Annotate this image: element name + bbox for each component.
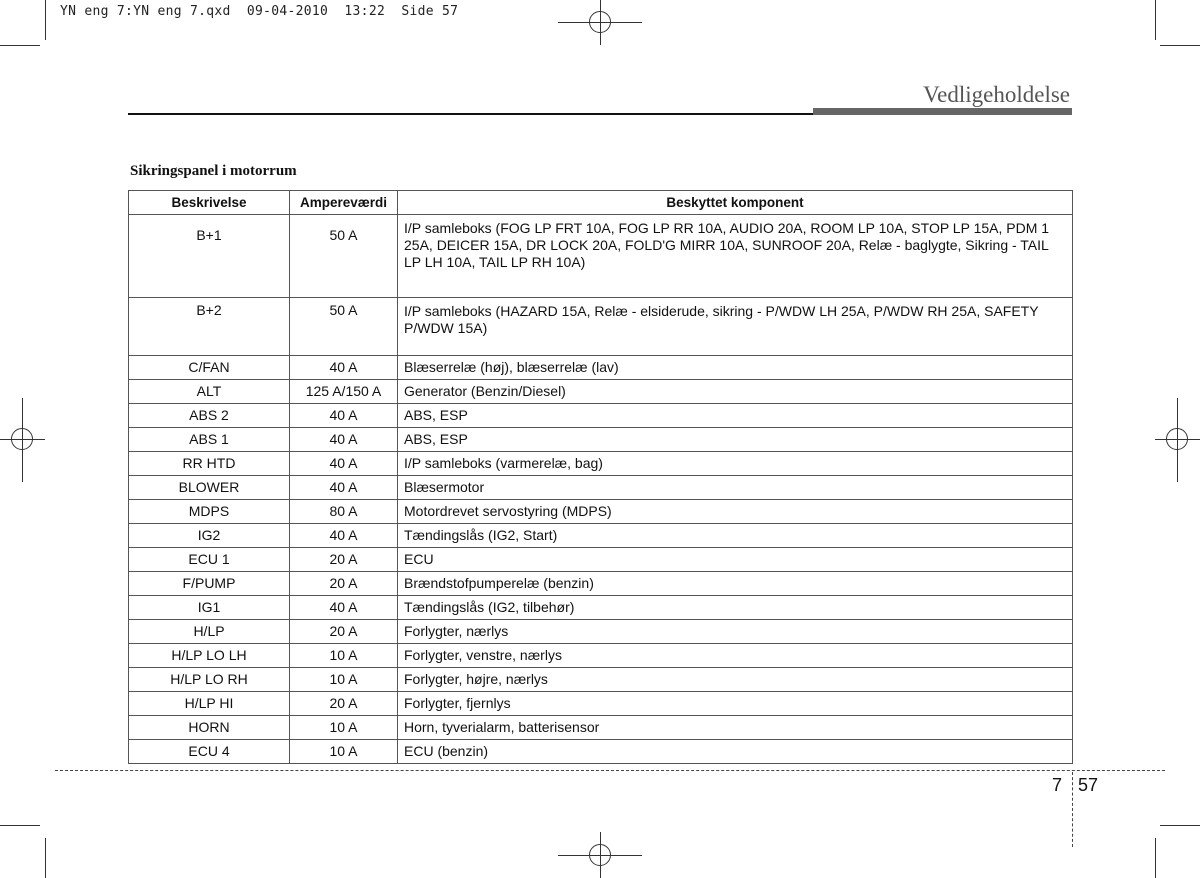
table-row	[129, 428, 1073, 452]
fuse-description-cell: B+1	[129, 215, 290, 298]
protected-component-cell: Motordrevet servostyring (MDPS)	[398, 500, 1073, 524]
table-row	[129, 572, 1073, 596]
table-row	[129, 356, 1073, 380]
protected-component-cell: Brændstofpumperelæ (benzin)	[398, 572, 1073, 596]
footer-dashed-divider	[1072, 772, 1073, 847]
protected-component-cell: ABS, ESP	[398, 404, 1073, 428]
crop-mark	[1160, 45, 1200, 46]
fuse-table	[128, 190, 1073, 764]
fuse-description-cell: C/FAN	[129, 356, 290, 380]
table-row	[129, 548, 1073, 572]
protected-component-cell: Forlygter, venstre, nærlys	[398, 644, 1073, 668]
crop-mark	[1155, 838, 1156, 878]
table-row	[129, 476, 1073, 500]
column-header: Beskyttet komponent	[398, 191, 1073, 215]
table-row	[129, 620, 1073, 644]
table-header-row	[129, 191, 1073, 215]
table-row	[129, 452, 1073, 476]
crop-mark	[45, 0, 46, 40]
crop-mark	[1155, 0, 1156, 40]
protected-component-cell: Generator (Benzin/Diesel)	[398, 380, 1073, 404]
fuse-ampere-cell: 40 A	[290, 524, 398, 548]
fuse-ampere-cell: 10 A	[290, 644, 398, 668]
fuse-ampere-cell: 20 A	[290, 572, 398, 596]
table-row	[129, 644, 1073, 668]
table-row	[129, 740, 1073, 764]
fuse-description-cell: HORN	[129, 716, 290, 740]
fuse-description-cell: ABS 1	[129, 428, 290, 452]
fuse-ampere-cell: 40 A	[290, 404, 398, 428]
protected-component-cell: I/P samleboks (HAZARD 15A, Relæ - elsiderude, sikring - P/WDW LH 25A, P/WDW RH 25A, SAFETY P/WDW 15A)	[398, 298, 1073, 356]
fuse-description-cell: MDPS	[129, 500, 290, 524]
protected-component-cell: I/P samleboks (varmerelæ, bag)	[398, 452, 1073, 476]
fuse-ampere-cell: 40 A	[290, 476, 398, 500]
fuse-ampere-cell: 20 A	[290, 692, 398, 716]
fuse-description-cell: H/LP	[129, 620, 290, 644]
header-rule-accent	[813, 108, 1072, 115]
fuse-ampere-cell: 20 A	[290, 620, 398, 644]
protected-component-cell: Forlygter, højre, nærlys	[398, 668, 1073, 692]
table-row	[129, 298, 1073, 356]
fuse-description-cell: ABS 2	[129, 404, 290, 428]
fuse-description-cell: IG2	[129, 524, 290, 548]
header-rule	[128, 113, 813, 115]
fuse-description-cell: BLOWER	[129, 476, 290, 500]
fuse-description-cell: ECU 4	[129, 740, 290, 764]
fuse-ampere-cell: 50 A	[290, 298, 398, 356]
fuse-description-cell: IG1	[129, 596, 290, 620]
fuse-description-cell: H/LP HI	[129, 692, 290, 716]
fuse-ampere-cell: 40 A	[290, 452, 398, 476]
footer-dashed-rule	[55, 770, 1165, 771]
fuse-ampere-cell: 40 A	[290, 428, 398, 452]
section-title: Vedligeholdelse	[923, 82, 1070, 107]
fuse-description-cell: F/PUMP	[129, 572, 290, 596]
page-number: 57	[1078, 775, 1099, 795]
fuse-ampere-cell: 20 A	[290, 548, 398, 572]
protected-component-cell: Tændingslås (IG2, tilbehør)	[398, 596, 1073, 620]
protected-component-cell: Horn, tyverialarm, batterisensor	[398, 716, 1073, 740]
table-row	[129, 716, 1073, 740]
table-row	[129, 380, 1073, 404]
protected-component-cell: I/P samleboks (FOG LP FRT 10A, FOG LP RR 10A, AUDIO 20A, ROOM LP 10A, STOP LP 15A, PDM 1 25A, DEICER 15A, DR LOCK 20A, FOLD'G MIRR 10A, SUNROOF 20A, Relæ - baglygte, Sikring - TAIL LP LH 10A, TAIL LP RH 10A)	[398, 215, 1073, 298]
fuse-description-cell: RR HTD	[129, 452, 290, 476]
fuse-ampere-cell: 10 A	[290, 668, 398, 692]
fuse-ampere-cell: 10 A	[290, 716, 398, 740]
fuse-description-cell: B+2	[129, 298, 290, 356]
table-row	[129, 524, 1073, 548]
table-row	[129, 668, 1073, 692]
fuse-description-cell: ALT	[129, 380, 290, 404]
protected-component-cell: Forlygter, fjernlys	[398, 692, 1073, 716]
protected-component-cell: ABS, ESP	[398, 428, 1073, 452]
fuse-ampere-cell: 40 A	[290, 356, 398, 380]
protected-component-cell: Blæserrelæ (høj), blæserrelæ (lav)	[398, 356, 1073, 380]
column-header: Beskrivelse	[129, 191, 290, 215]
fuse-ampere-cell: 125 A/150 A	[290, 380, 398, 404]
crop-mark	[0, 825, 40, 826]
table-row	[129, 596, 1073, 620]
chapter-number: 7	[1052, 775, 1063, 795]
crop-mark	[1160, 825, 1200, 826]
fuse-description-cell: H/LP LO RH	[129, 668, 290, 692]
crop-mark	[0, 45, 40, 46]
fuse-description-cell: ECU 1	[129, 548, 290, 572]
protected-component-cell: ECU	[398, 548, 1073, 572]
table-row	[129, 692, 1073, 716]
fuse-description-cell: H/LP LO LH	[129, 644, 290, 668]
protected-component-cell: ECU (benzin)	[398, 740, 1073, 764]
fuse-ampere-cell: 50 A	[290, 215, 398, 298]
crop-mark	[45, 838, 46, 878]
fuse-ampere-cell: 40 A	[290, 596, 398, 620]
fuse-ampere-cell: 80 A	[290, 500, 398, 524]
table-row	[129, 500, 1073, 524]
table-row	[129, 404, 1073, 428]
table-title: Sikringspanel i motorrum	[130, 163, 297, 179]
protected-component-cell: Tændingslås (IG2, Start)	[398, 524, 1073, 548]
fuse-ampere-cell: 10 A	[290, 740, 398, 764]
table-row	[129, 215, 1073, 298]
print-slug-line: YN eng 7:YN eng 7.qxd 09-04-2010 13:22 Side 57	[60, 4, 459, 19]
column-header: Ampereværdi	[290, 191, 398, 215]
protected-component-cell: Blæsermotor	[398, 476, 1073, 500]
protected-component-cell: Forlygter, nærlys	[398, 620, 1073, 644]
